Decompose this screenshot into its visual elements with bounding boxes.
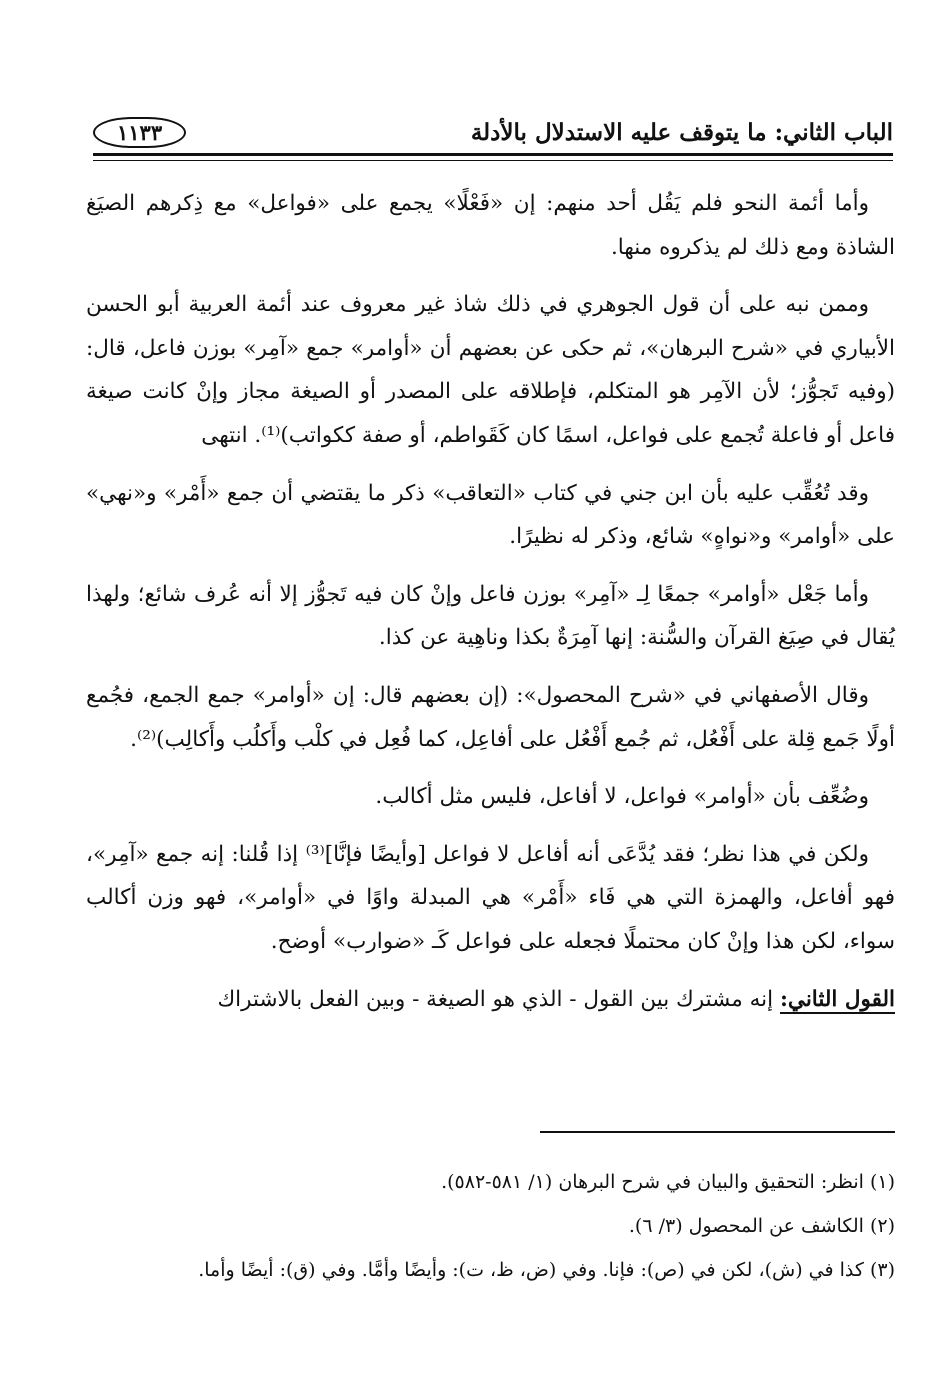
paragraph-second-opinion	[86, 978, 895, 1022]
running-header	[93, 112, 893, 152]
paragraph: وضُعِّف بأن «أوامر» فواعل، لا أفاعل، فليس مثل أكالب.	[375, 784, 869, 810]
header-rule-thin	[93, 160, 893, 161]
paragraph: ولكن في هذا نظر؛ فقد يُدَّعَى أنه أفاعل لا فواعل [وأيضًا فإنَّا]⁽³⁾ إذا قُلنا: إنه جمع «آمِر»، فهو أفاعل، والهمزة التي هي فَاء «أَمْر» هي المبدلة واوًا في «أوامر»، فهو وزن أكالب سواء، لكن هذا وإنْ كان محتملًا فجعله على فواعل كَـ «ضوارب» أوضح.	[86, 841, 895, 954]
chapter-title: الباب الثاني: ما يتوقف عليه الاستدلال بالأدلة	[470, 118, 893, 146]
footnote-3: (٣) كذا في (ش)، لكن في (ص): فإنا. وفي (ض، ظ، ت): وأيضًا وأمَّا. وفي (ق): أيضًا وأما.	[198, 1259, 895, 1281]
page-number: ١١٣٣	[93, 117, 186, 148]
paragraph: وأما أئمة النحو فلم يَقُل أحد منهم: إن «فَعْلًا» يجمع على «فواعل» مع ذِكرهم الصيَغ الشاذة ومع ذلك لم يذكروه منها.	[86, 191, 895, 260]
paragraph: وقد تُعُقِّب عليه بأن ابن جني في كتاب «التعاقب» ذكر ما يقتضي أن جمع «أَمْر» و«نهي» على «أوامر» و«نواهٍ» شائع، وذكر له نظيرًا.	[86, 480, 895, 550]
second-opinion-term: القول الثاني:	[779, 986, 895, 1012]
second-opinion-text: إنه مشترك بين القول - الذي هو الصيغة - وبين الفعل بالاشتراك	[217, 986, 780, 1012]
footnote-2: (٢) الكاشف عن المحصول (٣/ ٦).	[628, 1215, 895, 1237]
footnotes	[86, 1160, 895, 1292]
main-text	[86, 182, 895, 1035]
paragraph: وممن نبه على أن قول الجوهري في ذلك شاذ غير معروف عند أئمة العربية أبو الحسن الأبياري في «شرح البرهان»، ثم حكى عن بعضهم أن «أوامر» جمع «آمِر» بوزن فاعل، قال: (وفيه تَجوُّز؛ لأن الآمِر هو المتكلم، فإطلاقه على المصدر أو الصيغة مجاز وإنْ كانت صيغة فاعل أو فاعلة تُجمع على فواعل، اسمًا كان كَقَواطم، أو صفة ككواتب)⁽¹⁾. انتهى	[86, 292, 895, 448]
paragraph: وقال الأصفهاني في «شرح المحصول»: (إن بعضهم قال: إن «أوامر» جمع الجمع، فجُمع أولًا جَمع قِلة على أَفْعُل، ثم جُمع أَفْعُل على أفاعِل، كما فُعِل في كلْب وأَكلُب وأَكالِب)⁽²⁾.	[86, 682, 895, 752]
footnote-1: (١) انظر: التحقيق والبيان في شرح البرهان (١/ ٥٨١-٥٨٢).	[441, 1171, 895, 1193]
header-rule-thick	[93, 153, 893, 156]
footnote-separator	[540, 1131, 895, 1133]
paragraph: وأما جَعْل «أوامر» جمعًا لِـ «آمِر» بوزن فاعل وإنْ كان فيه تَجوُّز إلا أنه عُرف شائع؛ ولهذا يُقال في صِيَغ القرآن والسُّنة: إنها آمِرَةٌ بكذا وناهِية عن كذا.	[86, 581, 895, 651]
